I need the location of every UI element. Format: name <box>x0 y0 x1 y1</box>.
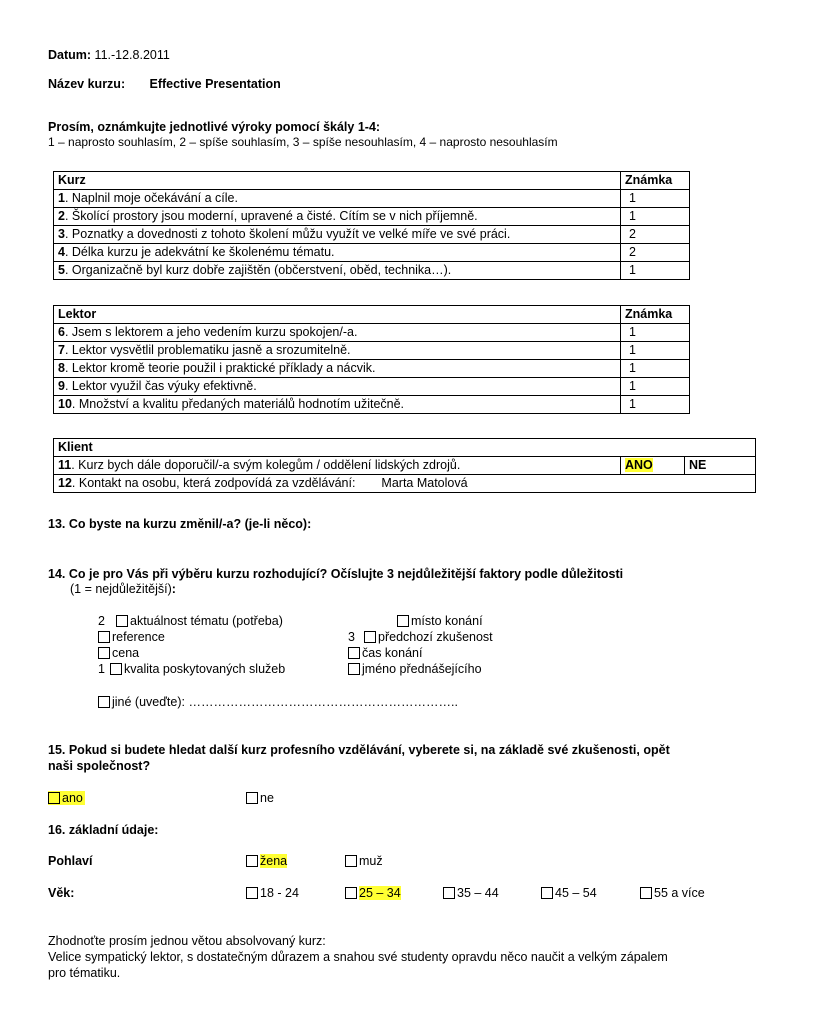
row-grade: 1 <box>621 360 690 378</box>
age-option[interactable] <box>640 886 705 900</box>
factor-label: místo konání <box>411 614 483 628</box>
table-row <box>54 378 690 396</box>
table-row <box>54 475 756 493</box>
checkbox[interactable] <box>364 631 376 643</box>
row-grade: 1 <box>621 190 690 208</box>
age-option[interactable] <box>246 886 299 900</box>
table-row <box>54 244 690 262</box>
course-label: Název kurzu: <box>48 77 126 91</box>
checkbox[interactable] <box>541 887 553 899</box>
row-grade: 1 <box>621 324 690 342</box>
row-number: 1 <box>58 191 65 205</box>
question-13: 13. Co byste na kurzu změnil/-a? (je-li něco): <box>48 517 312 531</box>
kurz-table <box>53 171 690 280</box>
lektor-table <box>53 305 690 414</box>
row-text: . Organizačně byl kurz dobře zajištěn (občerstvení, oběd, technika…). <box>64 263 452 277</box>
row-text: . Lektor kromě teorie použil i praktické příklady a nácvik. <box>64 361 376 375</box>
closing-prompt: Zhodnoťte prosím jednou větou absolvovaný kurz: <box>48 934 326 948</box>
factor-topicality[interactable] <box>98 614 283 628</box>
factor-rank: 1 <box>98 662 105 676</box>
table-row <box>54 324 690 342</box>
table-row <box>54 396 690 414</box>
gender-label: Pohlaví <box>48 854 93 868</box>
row-number: 12 <box>58 476 72 490</box>
factor-other-label: jiné (uveďte): ……………………………………………………….. <box>112 695 458 709</box>
lektor-grade-header: Známka <box>621 306 690 324</box>
question-15-line2: naši společnost? <box>48 759 151 773</box>
factor-label: jméno přednášejícího <box>362 662 482 676</box>
row-number: 11 <box>58 458 72 472</box>
gender-male[interactable] <box>345 854 383 868</box>
factor-label: předchozí zkušenost <box>378 630 493 644</box>
age-option[interactable] <box>443 886 499 900</box>
course-value: Effective Presentation <box>149 77 281 91</box>
question-15-line1: 15. Pokud si budete hledat další kurz profesního vzdělávání, vyberete si, na základě své zkušenosti, opět <box>48 743 670 757</box>
row-text: . Jsem s lektorem a jeho vedením kurzu spokojen/-a. <box>64 325 358 339</box>
row-grade: 1 <box>621 396 690 414</box>
row-grade: 1 <box>621 342 690 360</box>
question-14: 14. Co je pro Vás při výběru kurzu rozhodující? Očíslujte 3 nejdůležitější faktory podle důležitosti <box>48 567 624 581</box>
row-number: 4 <box>58 245 65 259</box>
kurz-grade-header: Známka <box>621 172 690 190</box>
answer-yes-label: ano <box>62 791 83 805</box>
age-option-label: 35 – 44 <box>457 886 499 900</box>
instructions-title: Prosím, oznámkujte jednotlivé výroky pomocí škály 1-4: <box>48 120 381 134</box>
instructions-scale: 1 – naprosto souhlasím, 2 – spíše souhlasím, 3 – spíše nesouhlasím, 4 – naprosto nesouhlasím <box>48 135 558 149</box>
no-option: NE <box>685 457 756 475</box>
factor-location[interactable] <box>397 614 483 628</box>
checkbox[interactable] <box>246 855 258 867</box>
factor-rank: 3 <box>348 630 355 644</box>
row-number: 3 <box>58 227 65 241</box>
closing-answer-line2: pro tématiku. <box>48 966 121 980</box>
row-grade: 1 <box>621 262 690 280</box>
factor-experience[interactable] <box>348 630 493 644</box>
factor-label: kvalita poskytovaných služeb <box>124 662 286 676</box>
row-text: . Délka kurzu je adekvátní ke školenému tématu. <box>64 245 335 259</box>
date-label: Datum: <box>48 48 92 62</box>
klient-header: Klient <box>54 439 756 457</box>
row-grade: 1 <box>621 208 690 226</box>
checkbox[interactable] <box>345 887 357 899</box>
factor-label: reference <box>112 630 165 644</box>
checkbox[interactable] <box>640 887 652 899</box>
row-text: . Poznatky a dovednosti z tohoto školení můžu využít ve velké míře ve své práci. <box>64 227 511 241</box>
age-option-label: 18 - 24 <box>260 886 299 900</box>
gender-male-label: muž <box>359 854 383 868</box>
factor-other[interactable] <box>98 695 458 709</box>
checkbox[interactable] <box>98 647 110 659</box>
row-text: . Naplnil moje očekávání a cíle. <box>64 191 238 205</box>
age-option-label: 55 a více <box>654 886 705 900</box>
checkbox[interactable] <box>110 663 122 675</box>
row-number: 5 <box>58 263 65 277</box>
table-row <box>54 262 690 280</box>
factor-lecturer[interactable] <box>348 662 482 676</box>
checkbox[interactable] <box>397 615 409 627</box>
table-row <box>54 360 690 378</box>
klient-table <box>53 438 756 493</box>
course-row <box>48 77 281 91</box>
row-text: . Lektor využil čas výuky efektivně. <box>64 379 257 393</box>
checkbox[interactable] <box>348 663 360 675</box>
factor-label: aktuálnost tématu (potřeba) <box>130 614 283 628</box>
checkbox[interactable] <box>48 792 60 804</box>
age-option-label: 45 – 54 <box>555 886 597 900</box>
row-number: 8 <box>58 361 65 375</box>
row-grade: 1 <box>621 378 690 396</box>
row-number: 10 <box>58 397 72 411</box>
age-option[interactable] <box>345 886 401 900</box>
note-colon: : <box>171 582 176 596</box>
row-text: . Lektor vysvětlil problematiku jasně a srozumitelně. <box>64 343 351 357</box>
date-row <box>48 48 170 62</box>
table-row <box>54 342 690 360</box>
factor-label: čas konání <box>362 646 423 660</box>
answer-no-label: ne <box>260 791 274 805</box>
factor-quality[interactable] <box>98 662 285 676</box>
lektor-header: Lektor <box>54 306 621 324</box>
yes-option-label: ANO <box>625 458 653 472</box>
closing-answer-line1: Velice sympatický lektor, s dostatečným důrazem a snahou své studenty opravdu něco naučit a velkým zápalem <box>48 950 668 964</box>
row-grade: 2 <box>621 244 690 262</box>
row-number: 7 <box>58 343 65 357</box>
row-number: 2 <box>58 209 65 223</box>
question-14-note <box>70 582 176 596</box>
row-number: 9 <box>58 379 65 393</box>
factor-rank: 2 <box>98 614 105 628</box>
age-label: Věk: <box>48 886 75 900</box>
age-option[interactable] <box>541 886 597 900</box>
row-text: . Školící prostory jsou moderní, upravené a čisté. Cítím se v nich příjemně. <box>64 209 478 223</box>
note-text: (1 = nejdůležitější) <box>70 582 172 596</box>
row-number: 6 <box>58 325 65 339</box>
factor-label: cena <box>112 646 140 660</box>
question-16: 16. základní údaje: <box>48 823 159 837</box>
gender-female-label: žena <box>260 854 288 868</box>
factor-time[interactable] <box>348 646 422 660</box>
checkbox[interactable] <box>443 887 455 899</box>
checkbox[interactable] <box>98 696 110 708</box>
row-text: . Množství a kvalitu předaných materiálů hodnotím užitečně. <box>71 397 405 411</box>
gender-female[interactable] <box>246 854 287 868</box>
row-text: . Kurz bych dále doporučil/-a svým kolegům / oddělení lidských zdrojů. <box>71 458 461 472</box>
table-row <box>54 190 690 208</box>
answer-yes[interactable] <box>48 791 85 805</box>
table-row <box>54 226 690 244</box>
row-text: . Kontakt na osobu, která zodpovídá za vzdělávání: <box>71 476 356 490</box>
date-value: 11.-12.8.2011 <box>94 48 170 62</box>
answer-no[interactable] <box>246 791 274 805</box>
contact-person: Marta Matolová <box>381 476 468 490</box>
table-row <box>54 457 756 475</box>
checkbox[interactable] <box>98 631 110 643</box>
checkbox[interactable] <box>345 855 357 867</box>
factor-price[interactable] <box>98 646 139 660</box>
checkbox[interactable] <box>348 647 360 659</box>
checkbox[interactable] <box>246 887 258 899</box>
kurz-header: Kurz <box>54 172 621 190</box>
row-grade: 2 <box>621 226 690 244</box>
factor-reference[interactable] <box>98 630 165 644</box>
age-option-label: 25 – 34 <box>359 886 401 900</box>
yes-option <box>621 457 685 475</box>
table-row <box>54 208 690 226</box>
checkbox[interactable] <box>116 615 128 627</box>
checkbox[interactable] <box>246 792 258 804</box>
